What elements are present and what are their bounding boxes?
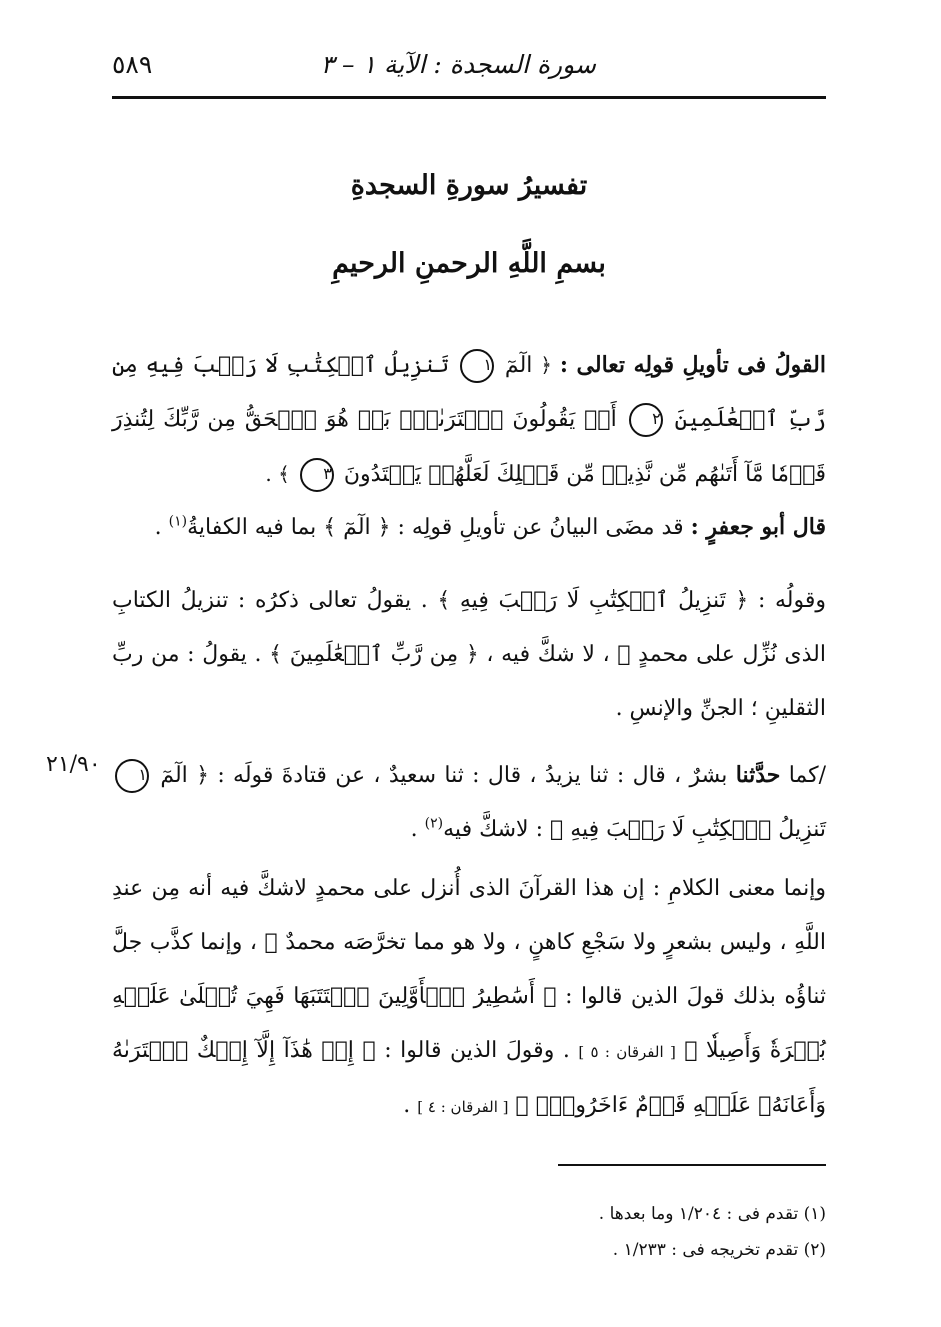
verse-text: تَنزِيلُ ٱلۡكِتَٰبِ لَا رَيۡبَ فِيهِ مِن رَّبِّ ٱلۡعَٰلَمِينَ xyxy=(112,353,826,432)
body-text: . يقولُ تعالى ذكرُه : تنزيلُ الكتابِ الذى نُزِّل على محمدٍ ﷺ ، لا شكَّ فيه ، xyxy=(112,588,826,667)
body-text: وإنما معنى الكلامِ : إن هذا القرآنَ الذى أُنزل على محمدٍ لاشكَّ فيه أنه مِن عندِ اللَّهِ ، وليس بشعرٍ ولا سَجْعِ كاهنٍ ، ولا هو مما تخرَّصَه محمدٌ ﷺ ، وإنما كذَّب جلَّ ثناؤُه بذلك قولَ الذين قالوا : xyxy=(112,876,826,1009)
verse-open-bracket: ﴿ xyxy=(540,353,552,377)
ayah-number-marker: ١ xyxy=(115,759,149,793)
margin-volume-reference: ٢١/٩٠ xyxy=(46,752,101,777)
verse-quote: ﴿ إِنۡ هَٰذَآ إِلَّآ إِفۡكٌ ٱفۡتَرَىٰهُ وَأَعَانَهُۥ عَلَيۡهِ قَوۡمٌ ءَاخَرُونَۖ ﴾ xyxy=(112,1038,826,1118)
paragraph-1 xyxy=(112,338,876,502)
paragraph-5 xyxy=(112,862,876,1134)
body-text: . وقولَ الذين قالوا : xyxy=(384,1038,570,1063)
lead-phrase: القولُ فى تأويلِ قولِه تعالى : xyxy=(559,352,826,378)
body-text: كما xyxy=(788,763,819,788)
basmala: بسمِ اللَّهِ الرحمنِ الرحيمِ xyxy=(332,248,606,279)
verse-quote: تَنزِيلُ ٱلۡكِتَٰبِ لَا رَيۡبَ فِيهِ ﴾ xyxy=(550,817,826,842)
lead-phrase: حدَّثنا xyxy=(735,762,781,788)
verse-text: أَمۡ يَقُولُونَ ٱفۡتَرَىٰهُۚ بَلۡ هُوَ ٱلۡحَقُّ مِن رَّبِّكَ لِتُنذِرَ قَوۡمٗا مَّآ أَتَىٰهُم مِّن نَّذِيرٖ مِّن قَبۡلِكَ لَعَلَّهُمۡ يَهۡتَدُونَ xyxy=(112,407,826,487)
paragraph-2 xyxy=(112,500,876,555)
paragraph-3 xyxy=(112,574,876,736)
body-text: قد مضَى البيانُ عن تأويلِ قولِه : xyxy=(397,515,684,540)
footnote-2: (٢) تقدم تخريجه فى : ١/٢٣٣ . xyxy=(612,1240,826,1260)
verse-close-bracket: ﴾ . xyxy=(265,462,290,486)
footnote-reference: (١) xyxy=(168,513,188,530)
verse-quote: ﴿ أَسَٰطِيرُ ٱلۡأَوَّلِينَ ٱكۡتَتَبَهَا فَهِيَ تُمۡلَىٰ عَلَيۡهِ بُكۡرَةٗ وَأَصِيلٗا ﴾ xyxy=(112,984,826,1063)
body-text: بشرٌ ، قال : ثنا يزيدُ ، قال : ثنا سعيدٌ ، عن قتادةَ قولَه : xyxy=(217,763,728,788)
page-number: ٥٨٩ xyxy=(112,50,153,79)
body-text: . xyxy=(403,1093,411,1118)
footnote-reference: (٢) xyxy=(424,815,444,832)
body-text: وقولُه : xyxy=(757,588,826,613)
running-header xyxy=(112,44,826,88)
body-text: . يقولُ : من ربِّ الثقلينِ ؛ الجنِّ والإنسِ . xyxy=(112,642,826,721)
surah-citation: [ الفرقان : ٤ ] xyxy=(417,1098,509,1116)
running-title: سورة السجدة : الآية ١ – ٣ xyxy=(320,50,596,79)
ayah-number-marker: ١ xyxy=(460,349,494,383)
verse-text: الٓمٓ xyxy=(504,353,533,378)
body-text: . xyxy=(154,515,162,540)
verse-quote: ﴿ الٓمٓ xyxy=(160,763,209,788)
verse-quote: ﴿ الٓمٓ ﴾ xyxy=(323,515,391,540)
header-rule xyxy=(112,96,826,99)
lead-phrase: قال أبو جعفرٍ : xyxy=(690,514,826,540)
ayah-number-marker: ٢ xyxy=(629,403,663,437)
body-text: بما فيه الكفايةُ xyxy=(187,515,317,540)
page-break-slash: / xyxy=(818,763,827,788)
body-text: . xyxy=(410,817,418,842)
surah-citation: [ الفرقان : ٥ ] xyxy=(578,1043,676,1061)
verse-quote: ﴿ مِن رَّبِّ ٱلۡعَٰلَمِينَ ﴾ xyxy=(269,642,479,667)
surah-title: تفسيرُ سورةِ السجدةِ xyxy=(350,170,588,201)
body-text: : لاشكَّ فيه xyxy=(443,817,544,842)
footnotes xyxy=(112,1196,826,1268)
paragraph-4 xyxy=(112,748,876,857)
verse-quote: ﴿ تَنزِيلُ ٱلۡكِتَٰبِ لَا رَيۡبَ فِيهِ ﴾ xyxy=(437,588,749,613)
footnote-rule xyxy=(558,1164,826,1166)
ayah-number-marker: ٣ xyxy=(300,458,334,492)
footnote-1: (١) تقدم فى : ١/٢٠٤ وما بعدها . xyxy=(598,1204,826,1224)
